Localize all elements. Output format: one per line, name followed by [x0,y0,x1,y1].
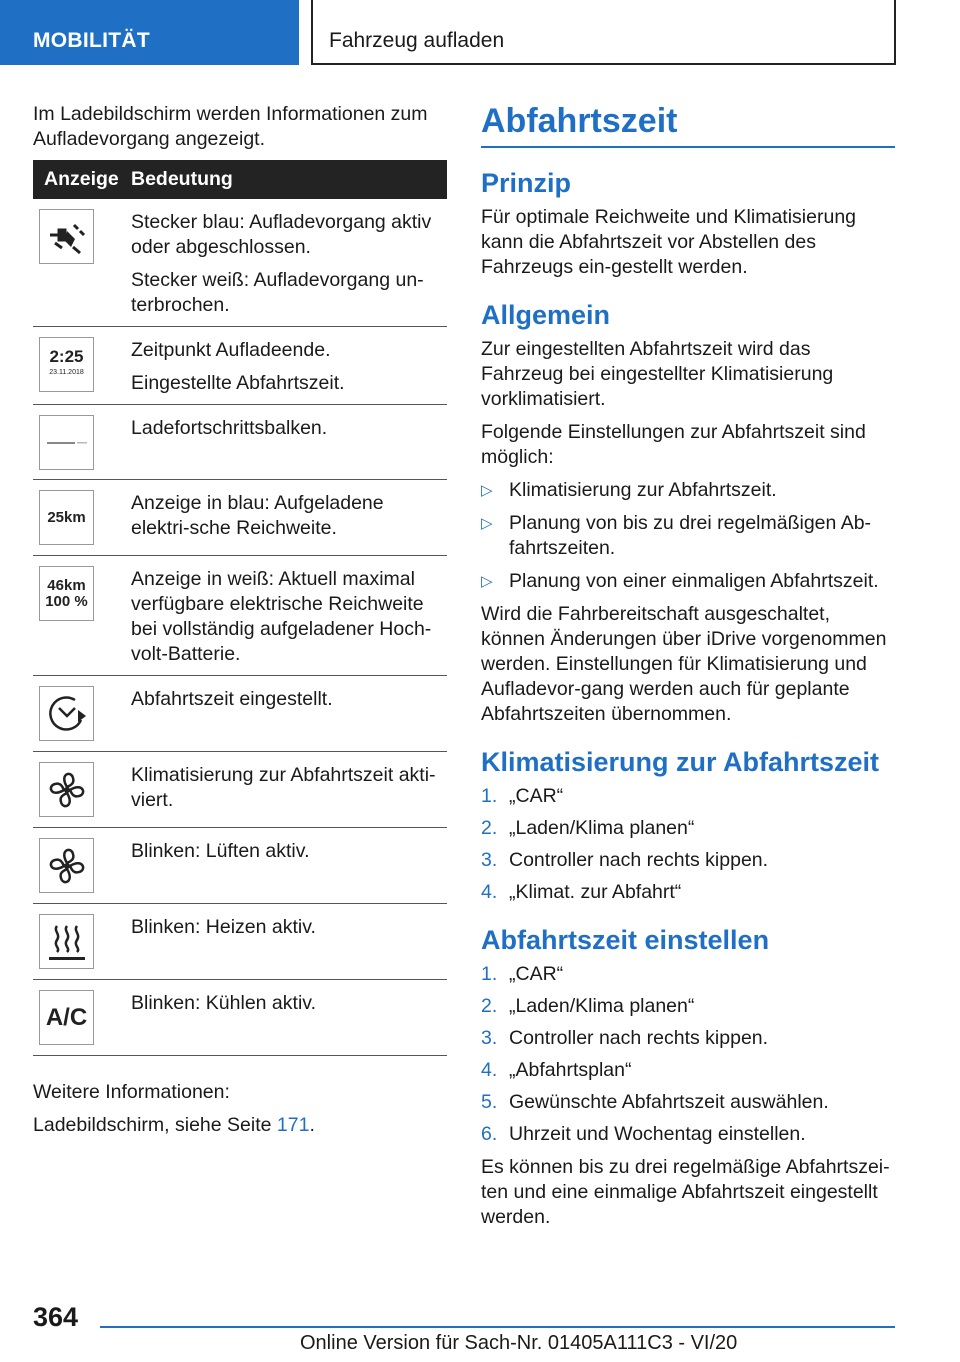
row-text: Stecker blau: Aufladevorgang aktiv oder abgeschlossen. [131,211,432,258]
fan-icon [39,762,94,817]
klima-steps [481,784,895,905]
plug-icon [39,209,94,264]
row-text: Blinken: Heizen aktiv. [131,916,316,938]
icon-ac-text: A/C [45,1003,88,1031]
display-table [33,160,447,1056]
triangle-bullet-icon: ▷ [481,482,493,499]
einstellen-steps [481,962,895,1147]
row-text: Klimatisierung zur Abfahrtszeit akti-viert. [131,764,436,811]
list-item: 2. „Laden/Klima planen“ [481,995,695,1017]
page-header-title: Fahrzeug aufladen [311,0,896,65]
max-range-icon [39,566,94,621]
intro-text: Im Ladebildschirm werden Informationen zum Aufladevorgang angezeigt. [33,103,428,150]
list-item: 3. Controller nach rechts kippen. [481,1027,769,1049]
table-row [33,752,447,828]
list-item: 4. „Abfahrtsplan“ [481,1059,632,1081]
list-item: ▷ Planung von bis zu drei regelmäßigen Ab-fahrtszeiten. [481,512,872,559]
list-item: 6. Uhrzeit und Wochentag einstellen. [481,1123,806,1145]
table-header-anzeige: Anzeige [33,160,131,199]
triangle-bullet-icon: ▷ [481,515,493,532]
list-item: 1. „CAR“ [481,963,564,985]
heating-icon [39,914,94,969]
row-text: Eingestellte Abfahrtszeit. [131,372,345,394]
row-text: Blinken: Lüften aktiv. [131,840,310,862]
table-row [33,199,447,327]
fan-icon [39,838,94,893]
footer-divider [100,1326,895,1328]
section-title: Abfahrtszeit [481,102,895,148]
range-icon [39,490,94,545]
icon-time-text: 2:25 [49,346,84,366]
right-column [481,102,895,1238]
footer-text: Online Version für Sach-Nr. 01405A111C3 - VI/20 [300,1332,738,1354]
departure-clock-icon [39,686,94,741]
heading-einstellen: Abfahrtszeit einstellen [481,925,770,955]
table-header-bedeutung: Bedeutung [131,160,447,199]
progress-bar-icon [39,415,94,470]
icon-date-text: 23.11.2018 [49,368,84,376]
list-item: ▷ Klimatisierung zur Abfahrtszeit. [481,479,777,501]
row-text: Zeitpunkt Aufladeende. [131,339,331,361]
left-column [33,102,447,1146]
ref-prefix: Ladebildschirm, siehe Seite [33,1114,277,1136]
page-reference [33,1113,447,1138]
section-tab[interactable]: MOBILITÄT [0,0,299,65]
table-row [33,676,447,752]
icon-percent-text: 100 % [45,592,88,610]
list-item: ▷ Planung von einer einmaligen Abfahrtszeit. [481,570,879,592]
table-row [33,480,447,556]
ref-suffix: . [309,1114,315,1136]
icon-range-text: 25km [47,508,86,526]
triangle-bullet-icon: ▷ [481,573,493,590]
row-text: Stecker weiß: Aufladevorgang un-terbrochen. [131,269,424,316]
prinzip-text: Für optimale Reichweite und Klimatisierung kann die Abfahrtszeit vor Abstellen des Fahrzeugs ein-gestellt werden. [481,206,857,278]
heading-prinzip: Prinzip [481,168,572,198]
list-item: 2. „Laden/Klima planen“ [481,817,695,839]
allgemein-text: Zur eingestellten Abfahrtszeit wird das Fahrzeug bei eingestellter Klimatisierung vorklimatisiert. [481,338,834,410]
row-text: Anzeige in blau: Aufgeladene elektri-sche Reichweite. [131,492,384,539]
more-info-label: Weitere Informationen: [33,1081,230,1103]
page-number: 364 [33,1302,79,1332]
time-date-icon [39,337,94,392]
row-text: Ladefortschrittsbalken. [131,417,328,439]
list-item: 4. „Klimat. zur Abfahrt“ [481,881,682,903]
row-text: Abfahrtszeit eingestellt. [131,688,333,710]
table-row [33,904,447,980]
icon-range-text: 46km [47,576,86,594]
list-item: 5. Gewünschte Abfahrtszeit auswählen. [481,1091,829,1113]
table-row [33,828,447,904]
list-item: 3. Controller nach rechts kippen. [481,849,769,871]
list-item: 1. „CAR“ [481,785,564,807]
ac-icon [39,990,94,1045]
heading-allgemein: Allgemein [481,300,611,330]
allgemein-text: Wird die Fahrbereitschaft ausgeschaltet, können Änderungen über iDrive vorgenommen werden. Einstellungen für Klimatisierung und Aufladevor-gang werden auch für geplante Abfahrtszeiten übernommen. [481,603,887,725]
einstellen-note: Es können bis zu drei regelmäßige Abfahrtszei-ten und eine einmalige Abfahrtszeit eingestellt werden. [481,1156,890,1228]
table-row [33,556,447,676]
settings-list [481,478,895,594]
table-row [33,405,447,480]
table-row [33,980,447,1056]
row-text: Anzeige in weiß: Aktuell maximal verfügbare elektrische Reichweite bei vollständig aufgeladener Hoch-volt-Batterie. [131,568,432,665]
heading-klimatisierung: Klimatisierung zur Abfahrtszeit [481,747,880,777]
table-row [33,327,447,405]
page-link[interactable]: 171 [276,1114,310,1136]
row-text: Blinken: Kühlen aktiv. [131,992,316,1014]
allgemein-text: Folgende Einstellungen zur Abfahrtszeit sind möglich: [481,421,866,468]
